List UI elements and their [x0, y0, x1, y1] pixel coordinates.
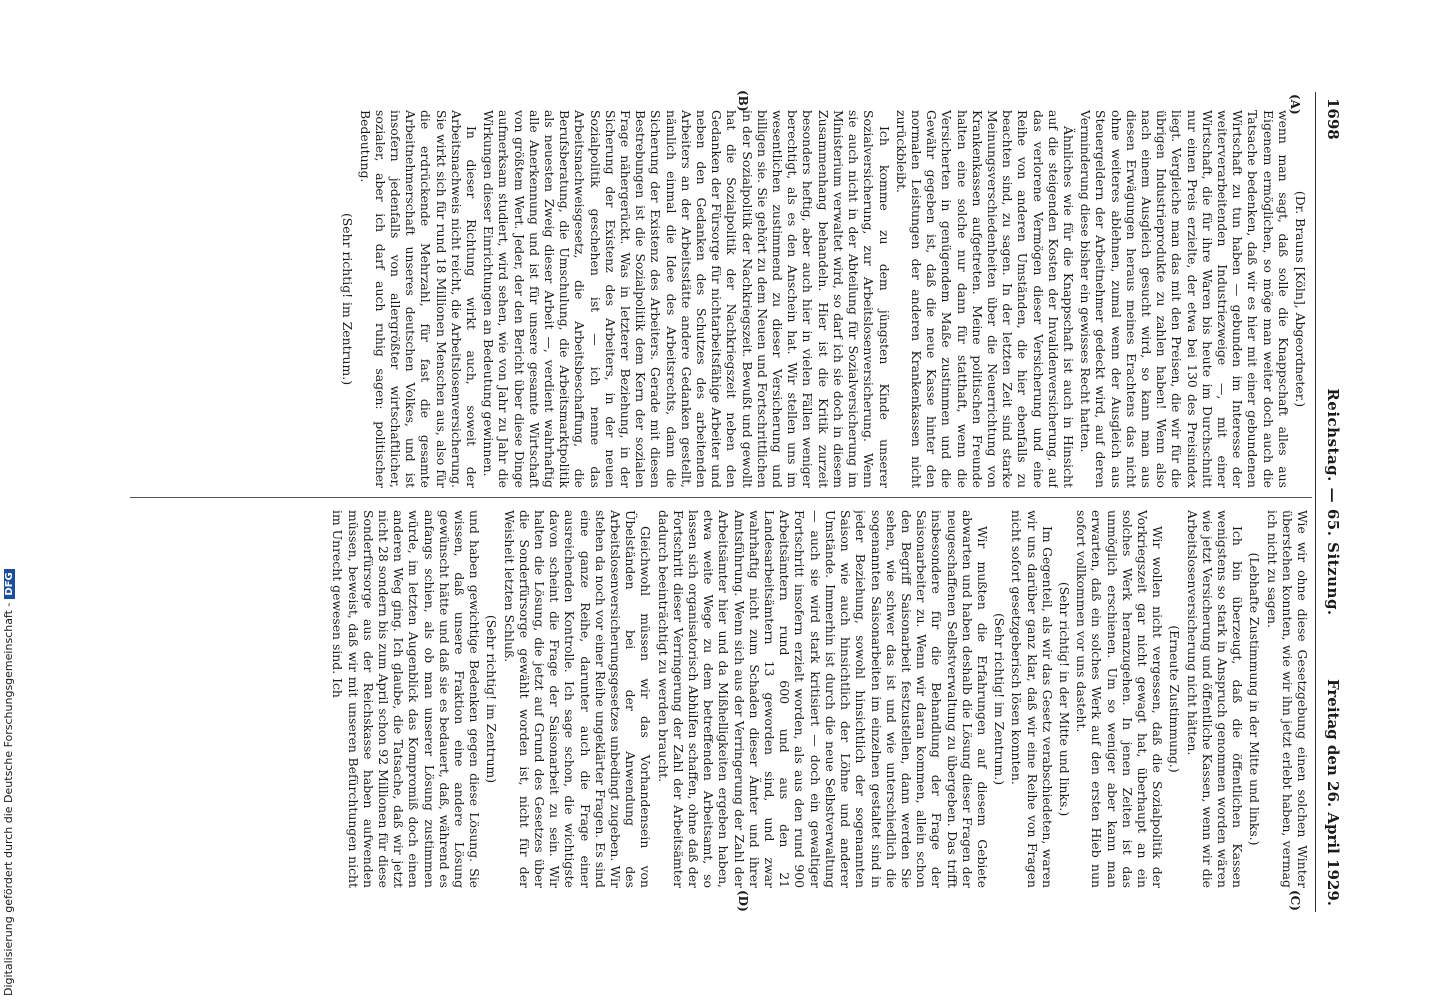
left-column — [130, 110, 1310, 488]
paragraph: wenn man sagt, daß solle die Knappschaft alles aus Eigenem ermöglichen, so möge man weiter doch auch die Tatsache bedenken, daß wir es hier mit einer gebundenen Wirtschaft zu tun haben — gebunden im Interesse der weiterverarbeitenden Industriezweige —, mit einer Wirtschaft, die für ihre Waren bis heute im Durchschnitt nur einen Preis erzielte, der etwa bei 130 des Preisindex liegt. Vergleiche man das mit den Preisen, die wir für die übrigen Industrieprodukte zu zahlen haben! Wenn also nach einem Ausgleich gesucht wird, so kann man aus diesen Erwägungen heraus meines Erachtens das nicht ohne weiteres ablehnen, zumal wenn der Ausgleich aus Steuergeldern der Arbeitnehmer gedeckt wird, auf deren Verminderung diese bisher ein gewisses Recht hatten. — [1078, 110, 1291, 488]
dfg-logo: DFG — [4, 569, 15, 598]
paragraph: Gleichwohl müssen wir das Vorhandensein von Übelständen bei der Anwendung des Arbeitslosenversicherungsgesetzes unbedingt zugeben. Wir stehen da noch vor einer Reihe ungeklärter Fragen. Es sind eine ganze Reihe, darunter auch die Frage einer ausreichenden Kontrolle. Ich sage schon, die wichtigste davon scheint die Frage der Saisonarbeit zu sein. Wir halten die Lösung, die jetzt auf Grund des Gesetzes über die Sonderfürsorge gewählt worden ist, nicht für der Weisheit letzten Schluß. — [501, 510, 654, 888]
right-column — [130, 510, 1310, 888]
page-title: Reichstag. — 65. Sitzung. — [1324, 388, 1342, 616]
page-header — [1316, 92, 1350, 912]
interjection: (Erneute Zustimmung.) — [1167, 625, 1183, 773]
interjection: (Sehr richtig! im Zentrum) — [484, 614, 500, 784]
interjection: (Sehr richtig! in der Mitte und links.) — [1056, 581, 1072, 817]
margin-marker-b: (B) — [736, 90, 750, 112]
interjection: (Sehr richtig! im Zentrum.) — [340, 212, 356, 386]
page-date: Freitag den 26. April 1929. — [1324, 679, 1342, 906]
header-rule — [1315, 92, 1316, 912]
speaker-line: (Dr. Brauns [Köln], Abgeordneter.) — [1293, 190, 1308, 408]
interjection: (Lebhafte Zustimmung in der Mitte und links.) — [1247, 552, 1263, 846]
credit-line — [2, 572, 15, 996]
margin-marker-d: (D) — [736, 890, 750, 912]
paragraph: Ich komme zu dem jüngsten Kinde unserer Sozialversicherung, zur Arbeitslosenversicherung. Wenn sie auch nicht in der Abteilung für Sozialversicherung im Ministerium verwaltet wird, so darf ich sie doch in diesem Zusammenhang behandeln. Hier ist die Kritik zurzeit besonders heftig, aber auch hier in vielen Fällen weniger berechtigt, als es den Anschein hat. Wir stellen uns im wesentlichen zustimmend zu dieser Versicherung und billigen sie. Sie gehört zu dem Neuen und Fortschrittlichen in der Sozialpolitik der Nachkriegszeit. Bewußt und gewollt hat die Sozialpolitik der Nachkriegszeit neben den Gedanken der Fürsorge für nichtarbeitsfähige Arbeiter und neben den Gedanken des Schutzes des arbeitenden Arbeiters an der Arbeitsstätte andere Gedanken gestellt, nämlich einmal die Idee des Arbeitsrechts, dann die Sicherung der Existenz des Arbeiters. Gerade mit diesen Bestrebungen ist die Sozialpolitik dem Kern der sozialen Frage nähergerückt. Was in letzterer Beziehung, in der Sicherung der Existenz des Arbeiters, in der neuen Sozialpolitik geschehen ist — ich nenne das Arbeitsnachweisgesetz, die Arbeitsbeschaffung, die Berufsberatung, die Umschulung, die Arbeitsmarktpolitik als neuesten Zweig dieser Arbeit —, verdient wahrhaftig alle Anerkennung und ist für unsere gesamte Wirtschaft von größtem Wert. Jeder, der den Bericht über diese Dinge aufmerksam studiert, wird sehen, wie von Jahr zu Jahr die Wirkungen dieser Einrichtungen an Bedeutung gewinnen. — [481, 110, 892, 488]
credit-text: Digitalisierung gefördert durch die Deutsche Forschungsgemeinschaft - — [2, 602, 15, 996]
paragraph: Wir mußten die Erfahrungen auf diesem Gebiete abwarten und haben deshalb die Lösung dieser Fragen der neugeschaffenen Selbstverwaltung zu übergeben. Das trifft insbesondere für die Behandlung der Frage der Saisonarbeiter zu. Wenn wir daran kommen, allein schon den Begriff Saisonarbeit festzustellen, dann werden Sie sehen, wie schwer das ist und wie unterschiedlich die sogenannten Saisonarbeiten im einzelnen gestaltet sind in jeder Beziehung, sowohl hinsichtlich der sogenannten Saison wie auch hinsichtlich der Löhne und anderer Umstände. Immerhin ist durch die neue Selbstverwaltung — auch sie wird stark kritisiert — doch ein gewaltiger Fortschritt insofern erzielt worden, als aus den rund 900 Arbeitsämtern rund 600 und aus den 21 Landesarbeitsämtern 13 geworden sind, und zwar wahrhaftig nicht zum Schaden dieser Ämter und ihrer Amtsführung. Wenn sich aus der Verringerung der Zahl der Arbeitsämter hier und da Mißhelligkeiten ergeben haben, etwa weite Wege zu dem betreffenden Arbeitsamt, so lassen sich organisatorisch Abhilfen schaffen, ohne daß der Fortschritt dieser Verringerung der Zahl der Arbeitsämter dadurch beeinträchtigt zu werden braucht. — [655, 510, 990, 888]
page-number: 1698 — [1324, 98, 1342, 140]
interjection: (Sehr richtig! im Zentrum.) — [992, 612, 1008, 786]
paragraph: In dieser Richtung wirkt auch, soweit der Arbeitsnachweis nicht reicht, die Arbeitslosenversicherung. Sie wirkt sich für rund 18 Millionen Menschen aus, also für die erdrückende Mehrzahl, für fast die gesamte Arbeitnehmerschaft unseres deutschen Volkes, und ist insofern jedenfalls von allergrößter wirtschaftlicher, sozialer, aber ich darf auch ruhig sagen: politischer Bedeutung. — [357, 110, 480, 488]
paragraph: Wie wir ohne diese Gesetzgebung einen solchen Winter überstehen konnten, wie wir ihn jetzt erlebt haben, vermag ich nicht zu sagen. — [1264, 510, 1310, 888]
paragraph: und haben gewichtige Bedenken gegen diese Lösung. Sie wissen, daß unsere Fraktion eine andere Lösung gewünscht hätte und daß sie es bedauert, daß, während es anfangs schien, als ob man unserer Lösung zustimmen würde, im letzten Augenblick das Kompromiß doch einen anderen Weg ging. Ich glaube, die Tatsache, daß wir jetzt nicht 28 sondern bis zum April schon 92 Millionen für diese Sonderfürsorge aus der Reichskasse haben aufwenden müssen, beweist, daß wir mit unseren Befürchtungen nicht im Unrecht gewesen sind. Ich — [330, 510, 483, 888]
paragraph: Ich bin überzeugt, daß die öffentlichen Kassen wenigstens so stark in Anspruch genommen worden wären wie jetzt Versicherung und öffentliche Kassen, wenn wir die Arbeitslosenversicherung nicht hätten. — [1184, 510, 1246, 888]
column-divider — [130, 497, 1312, 498]
digitization-credit — [2, 572, 24, 996]
rotated-page — [130, 92, 1350, 912]
paragraph: Im Gegenteil, als wir das Gesetz verabschiedeten, waren wir uns darüber ganz klar, daß wir eine Reihe von Fragen nicht sofort gesetzgeberisch lösen konnten. — [1009, 510, 1055, 888]
margin-marker-c: (C) — [1288, 890, 1302, 911]
paragraph: Ähnliches wie für die Knappschaft ist auch in Hinsicht auf die steigenden Kosten der Invalidenversicherung, auf das verlorene Vermögen dieser Versicherung und eine Reihe von anderen Umständen, die hier ebenfalls zu beachten sind, zu sagen. In der letzten Zeit sind starke Meinungsverschiedenheiten über die Neuerrichtung von Krankenkassen aufgetreten. Meine politischen Freunde halten eine solche nur dann für statthaft, wenn die Versicherten in genügendem Maße zustimmen und die Gewähr gegeben ist, daß die neue Kasse hinter den normalen Leistungen der anderen Krankenkassen nicht zurückbleibt. — [893, 110, 1076, 488]
margin-marker-a: (A) — [1288, 94, 1302, 115]
paragraph: Wir wollen nicht vergessen, daß die Sozialpolitik der Vorkriegszeit gar nicht gewagt hat, überhaupt an ein solches Werk heranzugehen. In jenen Zeiten ist das unmöglich erschienen. Um so weniger aber kann man erwarten, daß ein solches Werk auf den ersten Hieb nun sofort vollkommen vor uns dasteht. — [1074, 510, 1166, 888]
